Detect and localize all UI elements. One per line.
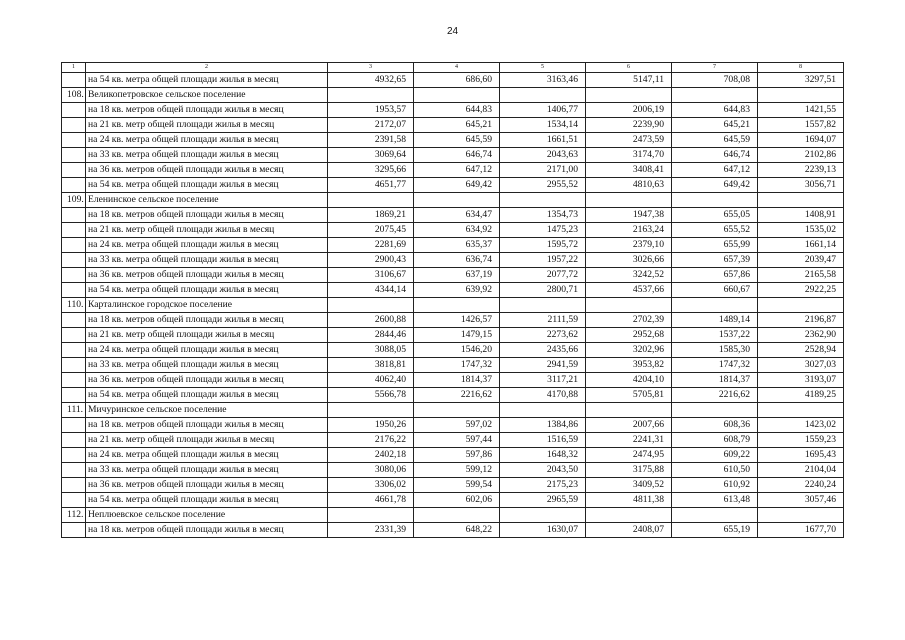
value-cell-col3: 2075,45: [328, 223, 414, 238]
row-label: на 54 кв. метра общей площади жилья в месяц: [86, 283, 328, 298]
value-cell-col5: 2435,66: [500, 343, 586, 358]
value-cell-col4: 602,06: [414, 493, 500, 508]
row-label: на 18 кв. метров общей площади жилья в месяц: [86, 523, 328, 538]
value-cell-col5: 1384,86: [500, 418, 586, 433]
value-cell-col5: 1661,51: [500, 133, 586, 148]
value-cell-col8: 2240,24: [758, 478, 844, 493]
value-cell-col8: 1695,43: [758, 448, 844, 463]
empty-cell: [672, 298, 758, 313]
table-row: [62, 343, 844, 358]
value-cell-col7: 1814,37: [672, 373, 758, 388]
value-cell-col8: 3193,07: [758, 373, 844, 388]
column-number: 3: [328, 63, 414, 73]
empty-cell: [414, 403, 500, 418]
value-cell-col8: 2922,25: [758, 283, 844, 298]
value-cell-col5: 1595,72: [500, 238, 586, 253]
value-cell-col8: 2528,94: [758, 343, 844, 358]
row-label: на 33 кв. метра общей площади жилья в месяц: [86, 148, 328, 163]
value-cell-col3: 4344,14: [328, 283, 414, 298]
value-cell-col6: 4810,63: [586, 178, 672, 193]
empty-cell: [500, 508, 586, 523]
empty-cell: [62, 253, 86, 268]
row-label: на 54 кв. метра общей площади жилья в месяц: [86, 493, 328, 508]
value-cell-col5: 1534,14: [500, 118, 586, 133]
row-label: на 24 кв. метра общей площади жилья в месяц: [86, 343, 328, 358]
column-number-row: [62, 63, 844, 73]
row-label: на 33 кв. метра общей площади жилья в месяц: [86, 358, 328, 373]
table-row: [62, 328, 844, 343]
table-row: [62, 283, 844, 298]
value-cell-col3: 4932,65: [328, 73, 414, 88]
value-cell-col7: 644,83: [672, 103, 758, 118]
settlement-header-row: [62, 298, 844, 313]
empty-cell: [672, 88, 758, 103]
value-cell-col3: 4661,78: [328, 493, 414, 508]
tariff-table: [61, 62, 844, 538]
value-cell-col6: 5147,11: [586, 73, 672, 88]
empty-cell: [414, 298, 500, 313]
value-cell-col8: 2239,13: [758, 163, 844, 178]
empty-cell: [62, 283, 86, 298]
value-cell-col4: 636,74: [414, 253, 500, 268]
column-number: 2: [86, 63, 328, 73]
value-cell-col3: 1953,57: [328, 103, 414, 118]
value-cell-col7: 708,08: [672, 73, 758, 88]
value-cell-col6: 2952,68: [586, 328, 672, 343]
empty-cell: [328, 88, 414, 103]
value-cell-col7: 609,22: [672, 448, 758, 463]
value-cell-col5: 2175,23: [500, 478, 586, 493]
value-cell-col6: 5705,81: [586, 388, 672, 403]
value-cell-col7: 657,86: [672, 268, 758, 283]
value-cell-col4: 645,59: [414, 133, 500, 148]
value-cell-col5: 1475,23: [500, 223, 586, 238]
row-label: на 24 кв. метра общей площади жилья в месяц: [86, 238, 328, 253]
empty-cell: [62, 373, 86, 388]
table-row: [62, 523, 844, 538]
value-cell-col8: 2104,04: [758, 463, 844, 478]
value-cell-col4: 649,42: [414, 178, 500, 193]
empty-cell: [758, 298, 844, 313]
value-cell-col8: 2362,90: [758, 328, 844, 343]
value-cell-col6: 3953,82: [586, 358, 672, 373]
value-cell-col7: 649,42: [672, 178, 758, 193]
empty-cell: [586, 88, 672, 103]
table-row: [62, 358, 844, 373]
value-cell-col6: 2007,66: [586, 418, 672, 433]
value-cell-col6: 2408,07: [586, 523, 672, 538]
value-cell-col6: 3174,70: [586, 148, 672, 163]
value-cell-col7: 647,12: [672, 163, 758, 178]
table-row: [62, 433, 844, 448]
value-cell-col3: 4062,40: [328, 373, 414, 388]
value-cell-col8: 1408,91: [758, 208, 844, 223]
value-cell-col7: 655,52: [672, 223, 758, 238]
empty-cell: [758, 403, 844, 418]
settlement-name: Карталинское городское поселение: [86, 298, 328, 313]
value-cell-col7: 610,50: [672, 463, 758, 478]
empty-cell: [62, 523, 86, 538]
table-row: [62, 388, 844, 403]
row-label: на 33 кв. метра общей площади жилья в месяц: [86, 463, 328, 478]
row-label: на 54 кв. метра общей площади жилья в месяц: [86, 73, 328, 88]
value-cell-col8: 2196,87: [758, 313, 844, 328]
row-label: на 21 кв. метр общей площади жилья в месяц: [86, 223, 328, 238]
row-label: на 36 кв. метров общей площади жилья в месяц: [86, 373, 328, 388]
empty-cell: [414, 88, 500, 103]
empty-cell: [758, 88, 844, 103]
empty-cell: [62, 388, 86, 403]
empty-cell: [62, 268, 86, 283]
value-cell-col4: 648,22: [414, 523, 500, 538]
empty-cell: [672, 403, 758, 418]
table-row: [62, 148, 844, 163]
empty-cell: [62, 238, 86, 253]
value-cell-col5: 4170,88: [500, 388, 586, 403]
value-cell-col5: 1516,59: [500, 433, 586, 448]
value-cell-col5: 2273,62: [500, 328, 586, 343]
table-row: [62, 313, 844, 328]
value-cell-col7: 660,67: [672, 283, 758, 298]
empty-cell: [62, 463, 86, 478]
value-cell-col6: 2006,19: [586, 103, 672, 118]
column-number: 5: [500, 63, 586, 73]
value-cell-col6: 2163,24: [586, 223, 672, 238]
value-cell-col3: 3069,64: [328, 148, 414, 163]
column-number: 6: [586, 63, 672, 73]
value-cell-col4: 646,74: [414, 148, 500, 163]
column-number: 1: [62, 63, 86, 73]
empty-cell: [62, 448, 86, 463]
row-label: на 18 кв. метров общей площади жилья в месяц: [86, 313, 328, 328]
empty-cell: [758, 193, 844, 208]
table-row: [62, 418, 844, 433]
value-cell-col7: 610,92: [672, 478, 758, 493]
value-cell-col7: 608,79: [672, 433, 758, 448]
value-cell-col4: 597,02: [414, 418, 500, 433]
value-cell-col6: 4537,66: [586, 283, 672, 298]
settlement-index: 108.: [62, 88, 86, 103]
value-cell-col6: 1947,38: [586, 208, 672, 223]
empty-cell: [586, 403, 672, 418]
empty-cell: [414, 508, 500, 523]
table-row: [62, 463, 844, 478]
value-cell-col7: 608,36: [672, 418, 758, 433]
empty-cell: [500, 88, 586, 103]
value-cell-col3: 3088,05: [328, 343, 414, 358]
table-row: [62, 448, 844, 463]
settlement-header-row: [62, 508, 844, 523]
value-cell-col4: 647,12: [414, 163, 500, 178]
value-cell-col5: 2077,72: [500, 268, 586, 283]
empty-cell: [62, 148, 86, 163]
row-label: на 24 кв. метра общей площади жилья в месяц: [86, 133, 328, 148]
value-cell-col6: 2239,90: [586, 118, 672, 133]
value-cell-col3: 2402,18: [328, 448, 414, 463]
column-number: 8: [758, 63, 844, 73]
value-cell-col4: 634,47: [414, 208, 500, 223]
column-number: 4: [414, 63, 500, 73]
table-row: [62, 163, 844, 178]
settlement-name: Мичуринское сельское поселение: [86, 403, 328, 418]
value-cell-col7: 645,59: [672, 133, 758, 148]
value-cell-col5: 1406,77: [500, 103, 586, 118]
value-cell-col5: 2043,63: [500, 148, 586, 163]
value-cell-col8: 1421,55: [758, 103, 844, 118]
value-cell-col6: 3175,88: [586, 463, 672, 478]
settlement-name: Великопетровское сельское поселение: [86, 88, 328, 103]
empty-cell: [62, 103, 86, 118]
value-cell-col6: 2474,95: [586, 448, 672, 463]
value-cell-col5: 2043,50: [500, 463, 586, 478]
table-row: [62, 253, 844, 268]
row-label: на 24 кв. метра общей площади жилья в месяц: [86, 448, 328, 463]
empty-cell: [62, 208, 86, 223]
settlement-header-row: [62, 88, 844, 103]
value-cell-col4: 686,60: [414, 73, 500, 88]
value-cell-col5: 1957,22: [500, 253, 586, 268]
value-cell-col3: 2844,46: [328, 328, 414, 343]
table-row: [62, 223, 844, 238]
value-cell-col8: 4189,25: [758, 388, 844, 403]
value-cell-col5: 2800,71: [500, 283, 586, 298]
empty-cell: [672, 193, 758, 208]
empty-cell: [62, 133, 86, 148]
table-row: [62, 118, 844, 133]
empty-cell: [328, 298, 414, 313]
value-cell-col4: 599,54: [414, 478, 500, 493]
settlement-index: 112.: [62, 508, 86, 523]
empty-cell: [672, 508, 758, 523]
table-row: [62, 478, 844, 493]
value-cell-col4: 1747,32: [414, 358, 500, 373]
empty-cell: [62, 478, 86, 493]
value-cell-col8: 3057,46: [758, 493, 844, 508]
value-cell-col4: 1426,57: [414, 313, 500, 328]
empty-cell: [62, 358, 86, 373]
empty-cell: [586, 193, 672, 208]
empty-cell: [62, 73, 86, 88]
value-cell-col7: 646,74: [672, 148, 758, 163]
value-cell-col7: 655,05: [672, 208, 758, 223]
row-label: на 18 кв. метров общей площади жилья в месяц: [86, 103, 328, 118]
table-row: [62, 493, 844, 508]
value-cell-col5: 1354,73: [500, 208, 586, 223]
value-cell-col3: 2172,07: [328, 118, 414, 133]
value-cell-col3: 5566,78: [328, 388, 414, 403]
settlement-name: Неплюевское сельское поселение: [86, 508, 328, 523]
table-row: [62, 268, 844, 283]
settlement-header-row: [62, 193, 844, 208]
empty-cell: [500, 298, 586, 313]
value-cell-col3: 2391,58: [328, 133, 414, 148]
value-cell-col7: 1537,22: [672, 328, 758, 343]
value-cell-col3: 3306,02: [328, 478, 414, 493]
value-cell-col6: 3242,52: [586, 268, 672, 283]
empty-cell: [328, 508, 414, 523]
value-cell-col3: 2331,39: [328, 523, 414, 538]
empty-cell: [62, 313, 86, 328]
value-cell-col7: 1747,32: [672, 358, 758, 373]
table-body: [62, 63, 844, 538]
empty-cell: [500, 193, 586, 208]
value-cell-col5: 1648,32: [500, 448, 586, 463]
value-cell-col5: 3117,21: [500, 373, 586, 388]
value-cell-col6: 2241,31: [586, 433, 672, 448]
value-cell-col4: 2216,62: [414, 388, 500, 403]
empty-cell: [758, 508, 844, 523]
row-label: на 18 кв. метров общей площади жилья в месяц: [86, 418, 328, 433]
value-cell-col8: 1694,07: [758, 133, 844, 148]
value-cell-col6: 3409,52: [586, 478, 672, 493]
row-label: на 33 кв. метра общей площади жилья в месяц: [86, 253, 328, 268]
value-cell-col8: 1557,82: [758, 118, 844, 133]
value-cell-col8: 1661,14: [758, 238, 844, 253]
value-cell-col3: 1950,26: [328, 418, 414, 433]
value-cell-col8: 1535,02: [758, 223, 844, 238]
empty-cell: [62, 433, 86, 448]
value-cell-col5: 3163,46: [500, 73, 586, 88]
value-cell-col7: 2216,62: [672, 388, 758, 403]
value-cell-col8: 3297,51: [758, 73, 844, 88]
empty-cell: [62, 493, 86, 508]
column-number: 7: [672, 63, 758, 73]
value-cell-col3: 2281,69: [328, 238, 414, 253]
empty-cell: [62, 328, 86, 343]
value-cell-col3: 3080,06: [328, 463, 414, 478]
value-cell-col7: 645,21: [672, 118, 758, 133]
value-cell-col7: 657,39: [672, 253, 758, 268]
settlement-index: 109.: [62, 193, 86, 208]
value-cell-col3: 1869,21: [328, 208, 414, 223]
value-cell-col4: 635,37: [414, 238, 500, 253]
value-cell-col4: 637,19: [414, 268, 500, 283]
empty-cell: [328, 403, 414, 418]
empty-cell: [62, 163, 86, 178]
value-cell-col8: 1677,70: [758, 523, 844, 538]
settlement-index: 110.: [62, 298, 86, 313]
value-cell-col7: 613,48: [672, 493, 758, 508]
value-cell-col6: 2379,10: [586, 238, 672, 253]
value-cell-col7: 655,99: [672, 238, 758, 253]
value-cell-col8: 1559,23: [758, 433, 844, 448]
row-label: на 54 кв. метра общей площади жилья в месяц: [86, 388, 328, 403]
value-cell-col8: 1423,02: [758, 418, 844, 433]
settlement-name: Еленинское сельское поселение: [86, 193, 328, 208]
empty-cell: [62, 343, 86, 358]
settlement-header-row: [62, 403, 844, 418]
empty-cell: [414, 193, 500, 208]
row-label: на 21 кв. метр общей площади жилья в месяц: [86, 328, 328, 343]
page-number: 24: [446, 26, 459, 37]
value-cell-col4: 1814,37: [414, 373, 500, 388]
row-label: на 36 кв. метров общей площади жилья в месяц: [86, 268, 328, 283]
value-cell-col6: 3026,66: [586, 253, 672, 268]
value-cell-col3: 4651,77: [328, 178, 414, 193]
value-cell-col4: 597,86: [414, 448, 500, 463]
value-cell-col6: 2473,59: [586, 133, 672, 148]
value-cell-col8: 2165,58: [758, 268, 844, 283]
empty-cell: [500, 403, 586, 418]
value-cell-col8: 3056,71: [758, 178, 844, 193]
settlement-index: 111.: [62, 403, 86, 418]
value-cell-col6: 2702,39: [586, 313, 672, 328]
value-cell-col6: 3408,41: [586, 163, 672, 178]
table-row: [62, 103, 844, 118]
value-cell-col4: 645,21: [414, 118, 500, 133]
value-cell-col5: 2941,59: [500, 358, 586, 373]
empty-cell: [328, 193, 414, 208]
empty-cell: [62, 418, 86, 433]
table-row: [62, 178, 844, 193]
table-row: [62, 208, 844, 223]
value-cell-col3: 2600,88: [328, 313, 414, 328]
value-cell-col4: 644,83: [414, 103, 500, 118]
empty-cell: [62, 118, 86, 133]
value-cell-col3: 3818,81: [328, 358, 414, 373]
value-cell-col4: 634,92: [414, 223, 500, 238]
table-row: [62, 133, 844, 148]
empty-cell: [586, 298, 672, 313]
value-cell-col5: 2171,00: [500, 163, 586, 178]
table-row: [62, 238, 844, 253]
empty-cell: [586, 508, 672, 523]
value-cell-col4: 599,12: [414, 463, 500, 478]
value-cell-col4: 639,92: [414, 283, 500, 298]
value-cell-col6: 3202,96: [586, 343, 672, 358]
value-cell-col5: 1630,07: [500, 523, 586, 538]
value-cell-col6: 4204,10: [586, 373, 672, 388]
table-row: [62, 373, 844, 388]
row-label: на 54 кв. метра общей площади жилья в месяц: [86, 178, 328, 193]
empty-cell: [62, 223, 86, 238]
value-cell-col6: 4811,38: [586, 493, 672, 508]
value-cell-col5: 2955,52: [500, 178, 586, 193]
value-cell-col8: 2039,47: [758, 253, 844, 268]
value-cell-col7: 1489,14: [672, 313, 758, 328]
value-cell-col3: 2176,22: [328, 433, 414, 448]
value-cell-col5: 2111,59: [500, 313, 586, 328]
value-cell-col8: 3027,03: [758, 358, 844, 373]
row-label: на 36 кв. метров общей площади жилья в месяц: [86, 478, 328, 493]
value-cell-col5: 2965,59: [500, 493, 586, 508]
value-cell-col7: 1585,30: [672, 343, 758, 358]
value-cell-col3: 3106,67: [328, 268, 414, 283]
row-label: на 36 кв. метров общей площади жилья в месяц: [86, 163, 328, 178]
row-label: на 18 кв. метров общей площади жилья в месяц: [86, 208, 328, 223]
value-cell-col8: 2102,86: [758, 148, 844, 163]
value-cell-col3: 3295,66: [328, 163, 414, 178]
table-row: [62, 73, 844, 88]
value-cell-col7: 655,19: [672, 523, 758, 538]
value-cell-col4: 1479,15: [414, 328, 500, 343]
value-cell-col4: 1546,20: [414, 343, 500, 358]
value-cell-col4: 597,44: [414, 433, 500, 448]
row-label: на 21 кв. метр общей площади жилья в месяц: [86, 118, 328, 133]
value-cell-col3: 2900,43: [328, 253, 414, 268]
empty-cell: [62, 178, 86, 193]
row-label: на 21 кв. метр общей площади жилья в месяц: [86, 433, 328, 448]
